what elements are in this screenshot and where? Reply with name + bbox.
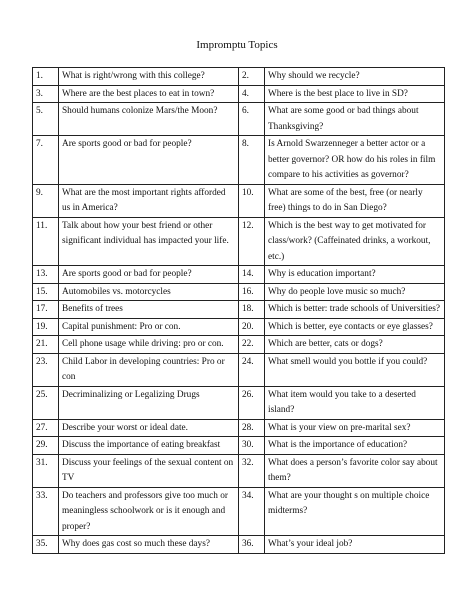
- table-row: [33, 136, 445, 185]
- topic-text: Child Labor in developing countries: Pro or con: [59, 353, 239, 386]
- table-row: [33, 419, 445, 437]
- topic-text: What is the importance of education?: [265, 437, 445, 455]
- topic-number: 15.: [33, 283, 59, 301]
- topic-number: 33.: [33, 487, 59, 536]
- topic-text: Decriminalizing or Legalizing Drugs: [59, 386, 239, 419]
- topic-number: 25.: [33, 386, 59, 419]
- topic-number: 17.: [33, 301, 59, 319]
- topic-text: Which is the best way to get motivated for class/work? (Caffeinated drinks, a workout, etc.): [265, 217, 445, 266]
- topic-text: Are sports good or bad for people?: [59, 136, 239, 185]
- topics-table-body: [33, 68, 445, 554]
- topic-number: 21.: [33, 336, 59, 354]
- topic-number: 3.: [33, 85, 59, 103]
- topic-number: 7.: [33, 136, 59, 185]
- topic-text: What item would you take to a deserted island?: [265, 386, 445, 419]
- table-row: [33, 266, 445, 284]
- topic-number: 18.: [239, 301, 265, 319]
- topic-text: Automobiles vs. motorcycles: [59, 283, 239, 301]
- table-row: [33, 103, 445, 136]
- topic-text: Which is better, eye contacts or eye glasses?: [265, 318, 445, 336]
- topic-text: Is Arnold Swarzenneger a better actor or a better governor? OR how do his roles in film compare to his activities as governor?: [265, 136, 445, 185]
- topic-text: What is right/wrong with this college?: [59, 68, 239, 86]
- topic-text: Why do people love music so much?: [265, 283, 445, 301]
- topic-number: 2.: [239, 68, 265, 86]
- table-row: [33, 454, 445, 487]
- table-row: [33, 353, 445, 386]
- topic-number: 9.: [33, 184, 59, 217]
- topic-text: Where are the best places to eat in town?: [59, 85, 239, 103]
- topic-number: 34.: [239, 487, 265, 536]
- topic-text: Discuss the importance of eating breakfast: [59, 437, 239, 455]
- topic-text: What are some good or bad things about Thanksgiving?: [265, 103, 445, 136]
- topic-number: 20.: [239, 318, 265, 336]
- table-row: [33, 217, 445, 266]
- topic-number: 32.: [239, 454, 265, 487]
- topic-text: Do teachers and professors give too much or meaningless schoolwork or is it enough and proper?: [59, 487, 239, 536]
- topic-number: 26.: [239, 386, 265, 419]
- table-row: [33, 386, 445, 419]
- topic-number: 29.: [33, 437, 59, 455]
- topic-text: What are some of the best, free (or nearly free) things to do in San Diego?: [265, 184, 445, 217]
- topic-number: 36.: [239, 536, 265, 554]
- topic-number: 4.: [239, 85, 265, 103]
- table-row: [33, 336, 445, 354]
- topic-number: 10.: [239, 184, 265, 217]
- topic-number: 5.: [33, 103, 59, 136]
- topic-text: What are the most important rights afforded us in America?: [59, 184, 239, 217]
- topic-text: Cell phone usage while driving: pro or con.: [59, 336, 239, 354]
- topic-number: 30.: [239, 437, 265, 455]
- topics-table: [32, 67, 445, 554]
- topic-number: 8.: [239, 136, 265, 185]
- table-row: [33, 536, 445, 554]
- topic-text: Why does gas cost so much these days?: [59, 536, 239, 554]
- table-row: [33, 283, 445, 301]
- topic-number: 6.: [239, 103, 265, 136]
- topic-number: 16.: [239, 283, 265, 301]
- topic-number: 19.: [33, 318, 59, 336]
- topic-text: What’s your ideal job?: [265, 536, 445, 554]
- topic-number: 24.: [239, 353, 265, 386]
- table-row: [33, 68, 445, 86]
- table-row: [33, 318, 445, 336]
- topic-number: 14.: [239, 266, 265, 284]
- topic-number: 13.: [33, 266, 59, 284]
- topic-text: What are your thought s on multiple choice midterms?: [265, 487, 445, 536]
- topic-number: 27.: [33, 419, 59, 437]
- topic-number: 22.: [239, 336, 265, 354]
- topic-text: Are sports good or bad for people?: [59, 266, 239, 284]
- topic-text: Talk about how your best friend or other significant individual has impacted your life.: [59, 217, 239, 266]
- topic-text: Discuss your feelings of the sexual content on TV: [59, 454, 239, 487]
- topic-text: Why is education important?: [265, 266, 445, 284]
- topic-number: 31.: [33, 454, 59, 487]
- topic-number: 12.: [239, 217, 265, 266]
- topic-number: 1.: [33, 68, 59, 86]
- table-row: [33, 184, 445, 217]
- topic-text: Why should we recycle?: [265, 68, 445, 86]
- table-row: [33, 301, 445, 319]
- topic-text: Where is the best place to live in SD?: [265, 85, 445, 103]
- topic-text: Which are better, cats or dogs?: [265, 336, 445, 354]
- table-row: [33, 85, 445, 103]
- topic-number: 28.: [239, 419, 265, 437]
- topic-text: Benefits of trees: [59, 301, 239, 319]
- topic-text: Should humans colonize Mars/the Moon?: [59, 103, 239, 136]
- topic-number: 23.: [33, 353, 59, 386]
- topic-number: 11.: [33, 217, 59, 266]
- topic-text: What does a person’s favorite color say about them?: [265, 454, 445, 487]
- table-row: [33, 437, 445, 455]
- topic-text: Capital punishment: Pro or con.: [59, 318, 239, 336]
- topic-text: What smell would you bottle if you could?: [265, 353, 445, 386]
- topic-text: Which is better: trade schools of Universities?: [265, 301, 445, 319]
- page-title: Impromptu Topics: [196, 39, 278, 51]
- topic-number: 35.: [33, 536, 59, 554]
- table-row: [33, 487, 445, 536]
- topic-text: Describe your worst or ideal date.: [59, 419, 239, 437]
- topic-text: What is your view on pre-marital sex?: [265, 419, 445, 437]
